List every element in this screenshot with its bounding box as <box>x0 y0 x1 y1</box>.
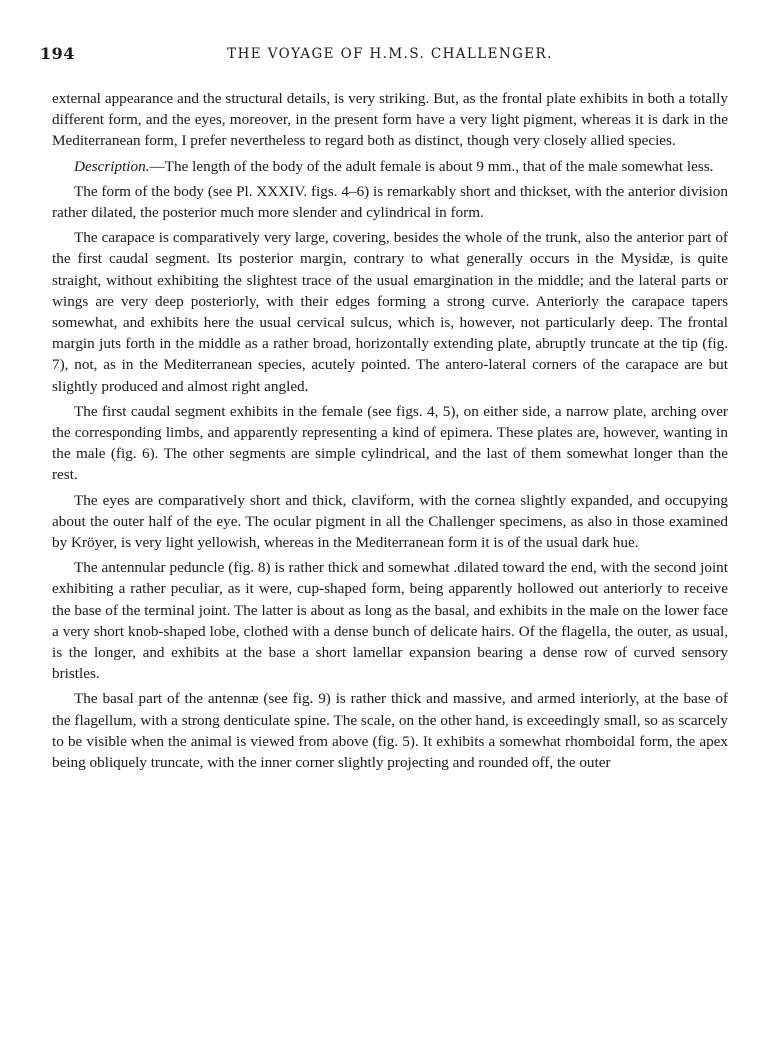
paragraph-antennular-peduncle: The antennular peduncle (fig. 8) is rather thick and somewhat .dilated toward the end, with the second joint exhibiting a rather peculiar, as it were, cup-shaped form, being apparently hollowed out anteriorly to receive the base of the terminal joint. The latter is about as long as the basal, and exhibits in the male on the lower face a very short knob-shaped lobe, clothed with a dense bunch of delicate hairs. Of the flagella, the outer, as usual, is the longer, and exhibits at the base a short lamellar expansion bearing a dense row of curved sensory bristles. <box>52 559 728 683</box>
paragraph-description <box>52 156 728 177</box>
body-text <box>52 88 728 777</box>
page-number: 194 <box>40 44 75 63</box>
running-title: THE VOYAGE OF H.M.S. CHALLENGER. <box>227 46 553 62</box>
paragraph-caudal-segment: The first caudal segment exhibits in the female (see figs. 4, 5), on either side, a narrow plate, arching over the corresponding limbs, and apparently representing a kind of epimera. These plates are, however, wanting in the male (fig. 6). The other segments are simple cylindrical, and the last of them somewhat longer than the rest. <box>52 402 728 484</box>
page-header <box>40 44 740 66</box>
paragraph-body-form: The form of the body (see Pl. XXXIV. figs. 4–6) is remarkably short and thickset, with the anterior division rather dilated, the posterior much more slender and cylindrical in form. <box>52 182 728 222</box>
paragraph-eyes: The eyes are comparatively short and thick, claviform, with the cornea slightly expanded, and occupying about the outer half of the eye. The ocular pigment in all the Challenger specimens, as also in those examined by Kröyer, is very light yellowish, whereas in the Mediterranean form it is of the usual dark hue. <box>52 491 728 552</box>
description-text: —The length of the body of the adult female is about 9 mm., that of the male somewhat less. <box>149 157 714 175</box>
paragraph-continuation: external appearance and the structural details, is very striking. But, as the frontal plate exhibits in both a totally different form, and the eyes, moreover, in the present form have a very light pigment, whereas it is dark in the Mediterranean form, I prefer nevertheless to regard both as distinct, though very closely allied species. <box>52 90 728 150</box>
description-heading: Description. <box>74 157 150 175</box>
paragraph-antennae: The basal part of the antennæ (see fig. 9) is rather thick and massive, and armed interiorly, at the base of the flagellum, with a strong denticulate spine. The scale, on the other hand, is exceedingly small, so as scarcely to be visible when the animal is viewed from above (fig. 5). It exhibits a somewhat rhomboidal form, the apex being obliquely truncate, with the inner corner slightly projecting and rounded off, the outer <box>52 690 728 772</box>
paragraph-carapace: The carapace is comparatively very large, covering, besides the whole of the trunk, also the anterior part of the first caudal segment. Its posterior margin, contrary to what generally occurs in the Mysidæ, is quite straight, without exhibiting the slightest trace of the usual emargination in the middle; and the lateral parts or wings are very deep posteriorly, with their edges forming a strong curve. Anteriorly the carapace tapers somewhat, and exhibits here the usual cervical sulcus, which is, however, not particularly deep. The frontal margin juts forth in the middle as a rather broad, horizontally extending plate, abruptly truncate at the tip (fig. 7), not, as in the Mediterranean species, acutely pointed. The antero-lateral corners of the carapace are but slightly produced and almost right angled. <box>52 229 728 395</box>
